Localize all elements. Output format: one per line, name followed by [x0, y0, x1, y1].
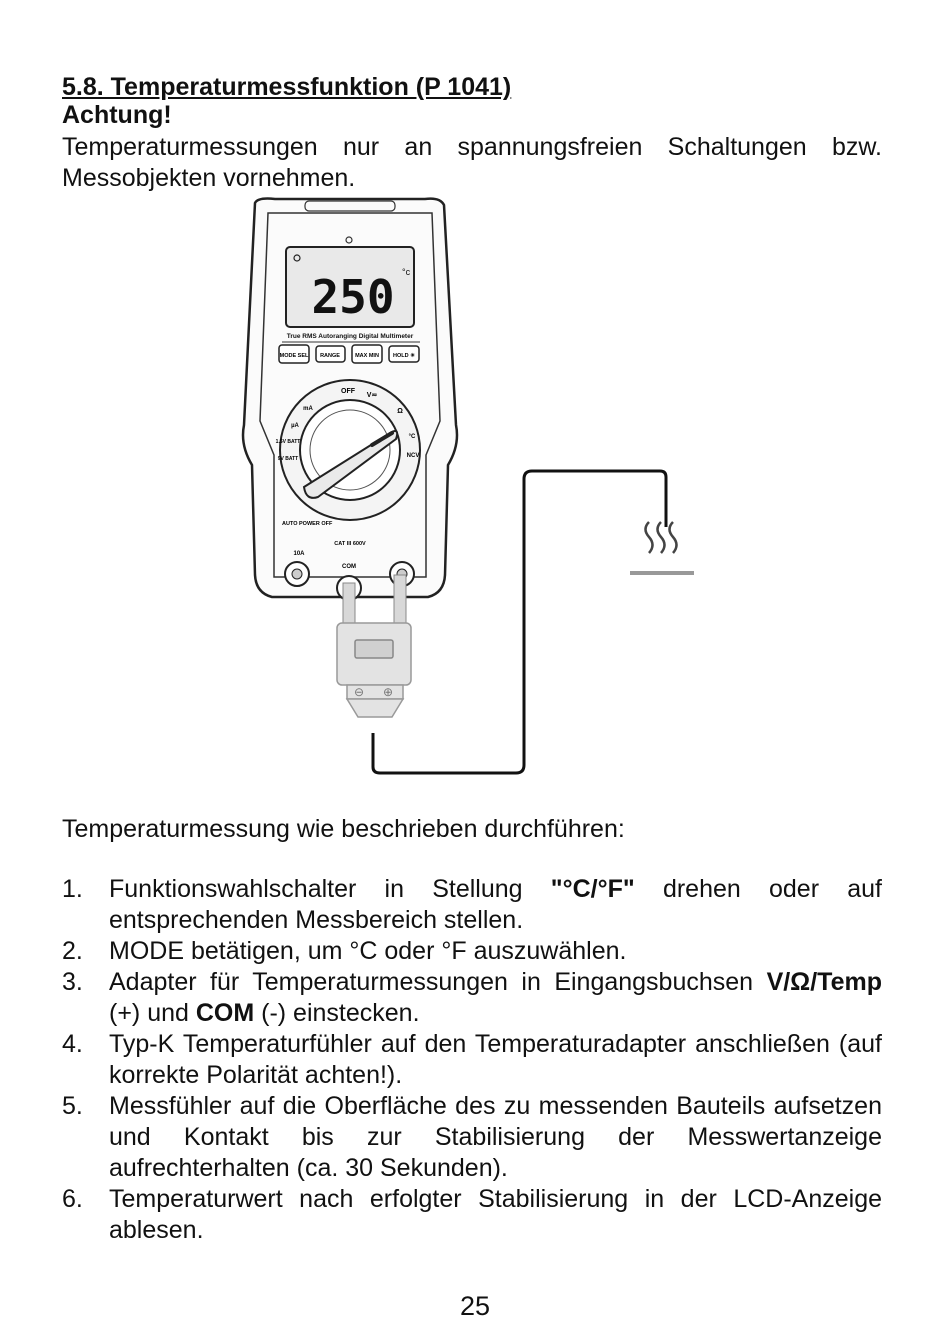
- auto-power-off-label: AUTO POWER OFF: [282, 521, 333, 527]
- dial-label-volt: V≂: [366, 392, 378, 399]
- dial-label-ohm: Ω: [397, 408, 403, 415]
- step-text: Messfühler auf die Oberfläche des zu messenden Bauteils aufsetzen und Kontakt bis zur Stabilisierung der Messwertanzeige aufrechterhalten (ca. 30 Sekunden).: [109, 1092, 882, 1182]
- adapter-plus: ⊕: [382, 685, 394, 699]
- step-number: 3.: [62, 968, 83, 996]
- dial-label-ma: mA: [303, 406, 313, 412]
- step-bold-text: "°C/°F": [550, 875, 635, 903]
- step-text: (-) einstecken.: [254, 999, 420, 1027]
- button-range: RANGE: [320, 353, 340, 359]
- dial-label-ua: µA: [291, 423, 299, 429]
- step-number: 4.: [62, 1030, 83, 1058]
- procedure-step: [62, 1091, 882, 1184]
- dial-label-celsius: °C: [408, 434, 416, 440]
- jack-com-label: COM: [342, 564, 356, 570]
- step-text: Adapter für Temperaturmessungen in Eingangsbuchsen: [109, 968, 767, 996]
- model-line: True RMS Autoranging Digital Multimeter: [286, 333, 414, 340]
- procedure-lead: Temperaturmessung wie beschrieben durchführen:: [62, 815, 625, 843]
- step-bold-text: COM: [195, 999, 255, 1027]
- procedure-step: [62, 1184, 882, 1246]
- step-text: (+) und: [109, 999, 196, 1027]
- warning-title: Achtung!: [62, 101, 172, 129]
- heat-source-icon: [630, 522, 694, 573]
- procedure-step: [62, 967, 882, 1029]
- button-hold: HOLD ☀: [392, 353, 416, 359]
- step-number: 5.: [62, 1092, 83, 1120]
- adapter-minus: ⊖: [353, 685, 365, 699]
- lcd-value: 250: [311, 270, 395, 324]
- procedure-step: [62, 936, 882, 967]
- step-number: 6.: [62, 1185, 83, 1213]
- procedure-step: [62, 1029, 882, 1091]
- section-heading: 5.8. Temperaturmessfunktion (P 1041): [62, 73, 512, 101]
- procedure-steps: [62, 874, 882, 1246]
- lcd-unit: °c: [402, 267, 411, 277]
- step-text: Typ-K Temperaturfühler auf den Temperaturadapter anschließen (auf korrekte Polarität achten!).: [109, 1030, 882, 1089]
- multimeter-figure: [0, 195, 950, 795]
- step-bold-text: V/Ω/Temp: [766, 968, 882, 996]
- procedure-step: [62, 874, 882, 936]
- step-number: 2.: [62, 937, 83, 965]
- dial-label-off: OFF: [341, 388, 355, 395]
- warning-text: Temperaturmessungen nur an spannungsfreien Schaltungen bzw. Messobjekten vornehmen.: [62, 133, 882, 192]
- jack-10a-label: 10A: [293, 551, 305, 557]
- button-max-min: MAX MIN: [355, 353, 379, 359]
- page-number: 25: [459, 1291, 491, 1321]
- step-text: Funktionswahlschalter in Stellung: [109, 875, 551, 903]
- step-text: MODE betätigen, um °C oder °F auszuwählen.: [109, 937, 627, 965]
- step-text: drehen oder auf entsprechenden Messbereich stellen.: [109, 875, 882, 934]
- step-number: 1.: [62, 875, 83, 903]
- dial-label-ncv: NCV: [406, 453, 420, 459]
- cat-rating: CAT III 600V: [334, 541, 366, 547]
- dial-label-9v: 9V BATT: [277, 456, 299, 462]
- step-text: Temperaturwert nach erfolgter Stabilisierung in der LCD-Anzeige ablesen.: [109, 1185, 882, 1244]
- button-mode-sel: MODE SEL: [279, 353, 309, 359]
- dial-label-1v5: 1.5V BATT: [275, 439, 301, 445]
